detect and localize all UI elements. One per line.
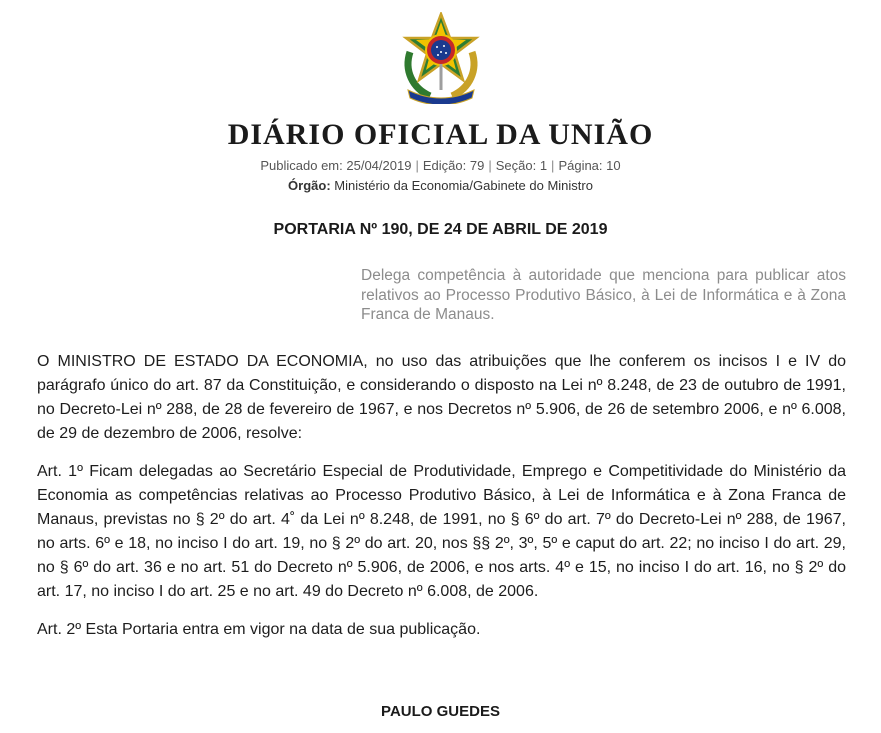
act-summary: Delega competência à autoridade que menciona para publicar atos relativos ao Processo Produtivo Básico, à Lei de Informática e à Zona Franca de Manaus. xyxy=(361,267,846,323)
journal-title: DIÁRIO OFICIAL DA UNIÃO xyxy=(227,118,654,151)
organ-name: Ministério da Economia/Gabinete do Ministro xyxy=(334,178,593,193)
published-label: Publicado em: xyxy=(260,158,343,173)
edition-number: 79 xyxy=(469,158,485,173)
act-title: PORTARIA Nº 190, DE 24 DE ABRIL DE 2019 xyxy=(273,221,608,238)
page-number: 10 xyxy=(606,158,621,173)
organ-info xyxy=(0,178,881,193)
section-number: 1 xyxy=(539,158,548,173)
organ-label: Órgão: xyxy=(288,178,331,193)
section-label: Seção: xyxy=(495,158,537,173)
act-preamble: O MINISTRO DE ESTADO DA ECONOMIA, no uso das atribuições que lhe conferem os incisos I e IV do parágrafo único do art. 87 da Constituição, e considerando o disposto na Lei nº 8.248, de 23 de outubro de 1991, no Decreto-Lei nº 288, de 28 de fevereiro de 1967, e nos Decretos nº 5.906, de 26 de setembro 2006, e nº 6.008, de 29 de dezembro de 2006, resolve: xyxy=(37,353,846,442)
page-label: Página: xyxy=(558,158,603,173)
act-article-2: Art. 2º Esta Portaria entra em vigor na data de sua publicação. xyxy=(37,621,481,638)
act-article-1: Art. 1º Ficam delegadas ao Secretário Especial de Produtividade, Emprego e Competitividade do Ministério da Economia as competências relativas ao Processo Produtivo Básico, à Lei de Informática e à Zona Franca de Manaus, previstas no § 2º do art. 4˚ da Lei nº 8.248, de 1991, no § 6º do art. 7º do Decreto-Lei nº 288, de 1967, no arts. 6º e 18, no inciso I do art. 19, no § 2º do art. 20, nos §§ 2º, 3º, 5º e caput do art. 22; no inciso I do art. 29, no § 6º do art. 36 e no art. 51 do Decreto nº 5.906, de 2006, e nos arts. 4º e 15, no inciso I do art. 16, no § 2º do art. 17, no inciso I do art. 25 e no art. 49 do Decreto nº 6.008, de 2006. xyxy=(37,463,846,600)
signer-name: PAULO GUEDES xyxy=(381,703,500,720)
coat-of-arms-icon xyxy=(396,12,486,104)
published-date: 25/04/2019 xyxy=(346,158,412,173)
publication-info: Publicado em: 25/04/2019 | Edição: 79 | Seção: 1 | Página: 10 xyxy=(260,158,621,173)
edition-label: Edição: xyxy=(422,158,467,173)
